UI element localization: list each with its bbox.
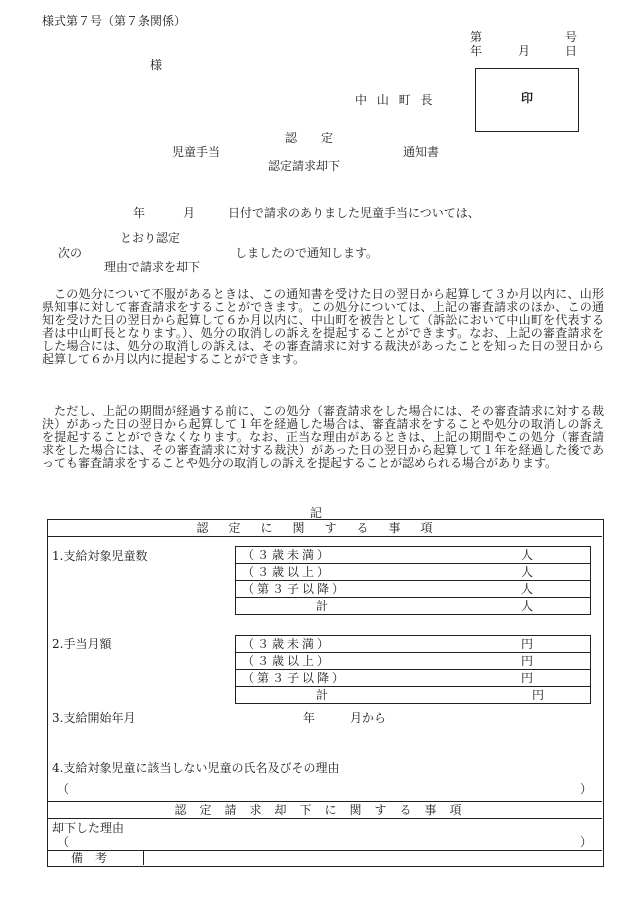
total-label: 計 (316, 599, 329, 613)
date-line-year: 年 (133, 206, 146, 220)
row-label: （第３子以降） (242, 582, 348, 596)
start-year-label: 年 (303, 711, 316, 725)
table-row (236, 547, 590, 564)
title-left: 児童手当 (172, 145, 221, 159)
rejection-open-paren: （ (57, 835, 70, 849)
decision-tsugi: 次の (58, 246, 83, 260)
date-line-rest: 日付で請求のありました児童手当については、 (228, 206, 480, 220)
row-label: （３歳以上） (242, 565, 333, 579)
table-row (236, 687, 590, 703)
item3-label: 3.支給開始年月 (52, 711, 136, 725)
decision-rest: しましたので通知します。 (235, 246, 379, 260)
total-unit: 人 (521, 599, 534, 613)
date-month-label: 月 (518, 44, 531, 58)
rejection-close-paren: ） (580, 835, 593, 849)
seal-box (475, 68, 579, 132)
row-unit: 人 (521, 548, 534, 562)
number-label-go: 号 (565, 30, 578, 44)
date-year-label: 年 (470, 44, 483, 58)
divider (47, 536, 602, 537)
form-number: 様式第７号（第７条関係） (42, 14, 187, 28)
title-kyakka: 認定請求却下 (268, 159, 341, 173)
row-label: （３歳以上） (242, 654, 333, 668)
seal-label: 印 (520, 91, 533, 105)
rejection-reason-label: 却下した理由 (52, 821, 125, 835)
section1-header: 認定に関する事項 (196, 521, 453, 535)
row-unit: 人 (521, 565, 534, 579)
allowance-box (235, 635, 591, 704)
row-unit: 円 (521, 654, 534, 668)
item2-label: 2.手当月額 (52, 637, 112, 651)
remarks-label: 備考 (47, 851, 144, 865)
row-unit: 人 (521, 582, 534, 596)
table-row (236, 598, 590, 614)
section2-header: 認定請求却下に関する事項 (174, 803, 475, 817)
row-unit: 円 (521, 637, 534, 651)
date-day-label: 日 (565, 44, 578, 58)
date-line-month: 月 (183, 206, 196, 220)
item4-open-paren: （ (57, 782, 70, 796)
item4-close-paren: ） (580, 782, 593, 796)
start-month-label: 月から (350, 711, 387, 725)
table-row (236, 670, 590, 687)
title-right: 通知書 (403, 145, 440, 159)
number-label-dai: 第 (470, 30, 483, 44)
issuer: 中 山 町 長 (355, 93, 436, 107)
row-label: （３歳未満） (242, 548, 333, 562)
divider (47, 801, 602, 802)
row-unit: 円 (521, 671, 534, 685)
item1-label: 1.支給対象児童数 (52, 549, 148, 563)
table-row (236, 636, 590, 653)
table-row (236, 653, 590, 670)
table-row (236, 581, 590, 598)
decision-toori: とおり認定 (120, 231, 181, 245)
notice-paragraph-2: ただし、上記の期間が経過する前に、この処分（審査請求をした場合には、その審査請求に対する裁決）があった日の翌日から起算して１年を経過した場合は、審査請求をすることや処分の取消しの訴えを提起することができなくなります。なお、正当な理由があるときは、上記の期間やこの処分（審査請求をした場合には、その審査請求に対する裁決）があった日の翌日から起算して１年を経過した後であっても審査請求をすることや処分の取消しの訴えを提起することが認められる場合があります。 (42, 404, 604, 470)
notice-paragraph-1: この処分について不服があるときは、この通知書を受けた日の翌日から起算して３か月以内に、山形県知事に対して審査請求をすることができます。この処分については、上記の審査請求のほか、この通知を受けた日の翌日から起算して６か月以内に、中山町を被告として（訴訟において中山町を代表する者は中山町長となります。）、処分の取消しの訴えを提起することができます。なお、上記の審査請求をした場合には、処分の取消しの訴えは、その審査請求に対する裁決があったことを知った日の翌日から起算して６か月以内に提起することができます。 (42, 287, 604, 366)
item4-label: 4.支給対象児童に該当しない児童の氏名及びその理由 (52, 761, 340, 775)
addressee-suffix: 様 (150, 58, 163, 72)
total-unit: 円 (532, 688, 545, 702)
title-nintei: 認 定 (285, 131, 334, 145)
divider (47, 818, 602, 819)
table-row (236, 564, 590, 581)
decision-riyuu: 理由で請求を却下 (104, 260, 201, 274)
child-count-box (235, 546, 591, 615)
total-label: 計 (316, 688, 329, 702)
row-label: （第３子以降） (242, 671, 348, 685)
row-label: （３歳未満） (242, 637, 333, 651)
ki-heading: 記 (310, 506, 323, 520)
